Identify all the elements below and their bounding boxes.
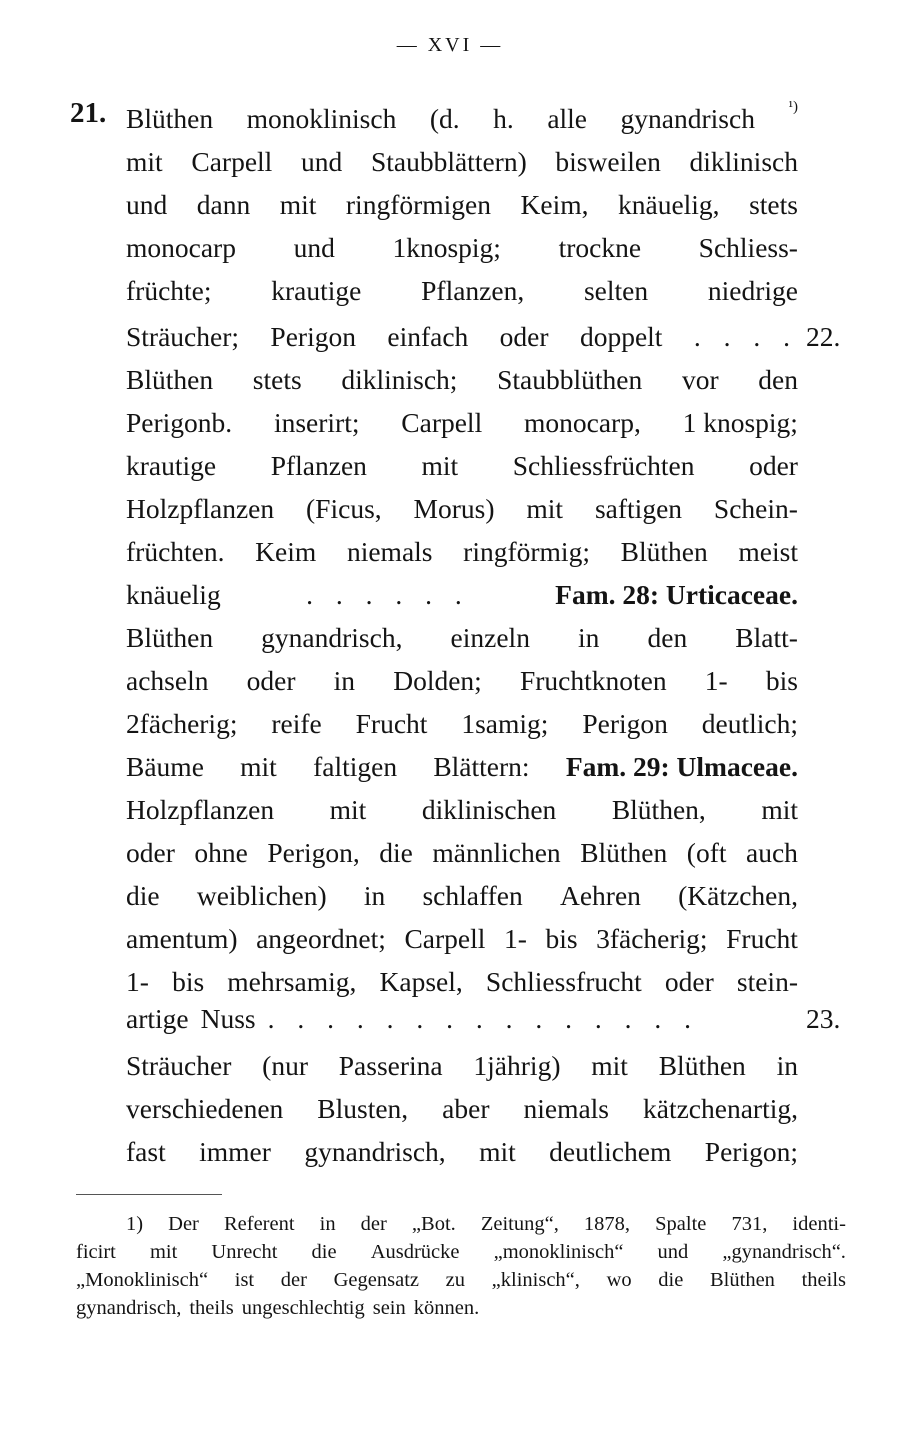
- footnote-word: 1878,: [583, 1213, 631, 1235]
- word: 1-: [503, 923, 527, 954]
- word: Blüthen: [658, 1050, 746, 1081]
- text-line: [126, 919, 798, 959]
- word: Keim: [255, 536, 317, 567]
- word: 1samig;: [461, 708, 549, 739]
- word: die: [379, 837, 413, 868]
- footnote-word: wo: [606, 1269, 632, 1291]
- word: oder: [126, 837, 175, 868]
- reference-22: 22.: [806, 321, 841, 352]
- leader-dots: . . . .: [693, 321, 798, 352]
- text-line: [126, 317, 798, 357]
- word: 1knospig;: [392, 232, 501, 263]
- footnote-word: Ausdrücke: [370, 1241, 460, 1263]
- word: Holzpflanzen: [126, 794, 275, 825]
- text-line: [126, 446, 798, 486]
- text-line: [126, 99, 798, 139]
- footnote-word: „klinisch“,: [491, 1269, 580, 1291]
- word: mehrsamig,: [227, 966, 357, 997]
- word: doppelt: [579, 321, 663, 352]
- footnote-word: Der: [168, 1213, 199, 1235]
- text-line: [126, 532, 798, 572]
- word: ohne: [194, 837, 248, 868]
- word: männlichen: [432, 837, 561, 868]
- word: artige: [126, 1003, 189, 1034]
- entry-number: 21.: [70, 97, 107, 129]
- footnote-word: die: [658, 1269, 684, 1291]
- word: in: [578, 622, 600, 653]
- word: mit: [329, 794, 367, 825]
- word: stets: [749, 189, 798, 220]
- text-line: [126, 618, 798, 658]
- footnote-word: ficirt: [76, 1241, 116, 1263]
- word: dann: [196, 189, 251, 220]
- text-line: [126, 360, 798, 400]
- word: früchten.: [126, 536, 225, 567]
- word: oder: [246, 665, 296, 696]
- word: Perigon: [270, 321, 356, 352]
- footnote-word: mit: [149, 1241, 178, 1263]
- word: Staubblättern): [370, 146, 527, 177]
- word: vor: [681, 364, 719, 395]
- word: amentum): [126, 923, 238, 954]
- footnote-line: [76, 1266, 846, 1294]
- word: niemals: [523, 1093, 610, 1124]
- leader-dots: . . . . . .: [306, 579, 470, 610]
- footnote-word: theils: [189, 1297, 234, 1319]
- family-name: Fam. 28: Urticaceae.: [555, 579, 798, 610]
- word: den: [758, 364, 798, 395]
- word: 1-: [704, 665, 728, 696]
- word: diklinischen: [421, 794, 557, 825]
- text-line: [126, 185, 798, 225]
- text-line: [126, 1132, 798, 1172]
- word: monocarp: [126, 232, 236, 263]
- word: Sträucher: [126, 1050, 232, 1081]
- word: oder: [499, 321, 549, 352]
- footnote-word: ist: [234, 1269, 255, 1291]
- word: Blatt-: [735, 622, 798, 653]
- footnote-word: Spalte: [655, 1213, 707, 1235]
- word: schlaffen: [422, 880, 523, 911]
- word: mit: [526, 493, 564, 524]
- footnote-word: Blüthen: [710, 1269, 775, 1291]
- footnote-word: gynandrisch,: [76, 1297, 182, 1319]
- word: selten: [583, 275, 649, 306]
- word: in: [333, 665, 356, 696]
- word: krautige: [126, 450, 217, 481]
- word: 1 knospig;: [682, 407, 798, 438]
- word: auch: [746, 837, 798, 868]
- footnote-word: der: [360, 1213, 387, 1235]
- word: die: [126, 880, 160, 911]
- word: Staubblüthen: [497, 364, 643, 395]
- word: Blüthen: [580, 837, 668, 868]
- word: Aehren: [559, 880, 641, 911]
- word: saftigen: [594, 493, 683, 524]
- word: mit: [240, 751, 277, 782]
- text-line: [126, 1089, 798, 1129]
- footnote-marker: ¹): [788, 99, 798, 115]
- word: 2fächerig;: [126, 708, 238, 739]
- word: weiblichen): [196, 880, 327, 911]
- word: oder: [664, 966, 714, 997]
- reference-23: 23.: [806, 1003, 841, 1034]
- word: mit: [421, 450, 459, 481]
- word: oder: [749, 450, 798, 481]
- footnote-word: 1): [126, 1213, 144, 1235]
- word: bis: [172, 966, 205, 997]
- text-line: [126, 575, 798, 615]
- word: einzeln: [450, 622, 530, 653]
- word: Morus): [413, 493, 495, 524]
- word: 3fächerig;: [596, 923, 708, 954]
- word: gynandrisch,: [304, 1136, 446, 1167]
- word: bis: [765, 665, 798, 696]
- word: Schliessfrüchten: [512, 450, 695, 481]
- text-line: [126, 271, 798, 311]
- footnote-word: „gynandrisch“.: [722, 1241, 846, 1263]
- word: Fruchtknoten: [519, 665, 667, 696]
- text-line: [126, 142, 798, 182]
- word: Kapsel,: [379, 966, 463, 997]
- word: aber: [442, 1093, 490, 1124]
- text-line: [126, 1046, 798, 1086]
- word: stets: [252, 364, 302, 395]
- word: mit: [479, 1136, 516, 1167]
- word: Perigon;: [704, 1136, 798, 1167]
- word: Perigonb.: [126, 407, 233, 438]
- text-line: [126, 704, 798, 744]
- word: und: [301, 146, 343, 177]
- leader-dots: . . . . . . . . . . . . . . .: [267, 1003, 699, 1034]
- text-line: [126, 228, 798, 268]
- word: diklinisch: [689, 146, 798, 177]
- word: niedrige: [707, 275, 798, 306]
- word: deutlichem: [549, 1136, 672, 1167]
- word: stein-: [736, 966, 798, 997]
- footnote-word: sein: [372, 1297, 406, 1319]
- word: mit: [591, 1050, 628, 1081]
- word: Blüthen: [126, 364, 214, 395]
- footnote-word: Zeitung“,: [480, 1213, 559, 1235]
- word: Carpell: [404, 923, 486, 954]
- family-name: Fam. 29: Ulmaceae.: [565, 751, 798, 782]
- word: kätzchenartig,: [643, 1093, 798, 1124]
- word: fast: [126, 1136, 166, 1167]
- footnote-line: [76, 1294, 846, 1322]
- word: Perigon: [582, 708, 668, 739]
- text-line: [126, 876, 798, 916]
- footnote-word: Gegensatz: [333, 1269, 419, 1291]
- word: diklinisch;: [341, 364, 458, 395]
- word: Blüthen: [126, 103, 214, 134]
- footnote-word: ungeschlechtig: [241, 1297, 365, 1319]
- word: niemals: [346, 536, 433, 567]
- word: in: [776, 1050, 798, 1081]
- word: trockne: [558, 232, 642, 263]
- word: in: [363, 880, 386, 911]
- word: angeordnet;: [256, 923, 386, 954]
- footnote-word: zu: [445, 1269, 466, 1291]
- word: (nur: [262, 1050, 308, 1081]
- word: mit: [126, 146, 163, 177]
- word: Sträucher;: [126, 321, 240, 352]
- word: Blüthen,: [611, 794, 706, 825]
- word: 1-: [126, 966, 149, 997]
- word: knäuelig: [126, 579, 221, 610]
- word: Frucht: [726, 923, 798, 954]
- word: früchte;: [126, 275, 212, 306]
- word: und: [293, 232, 335, 263]
- text-line: [126, 747, 798, 787]
- footnote-word: „Bot.: [411, 1213, 456, 1235]
- word: 1jährig): [473, 1050, 561, 1081]
- word: faltigen: [313, 751, 398, 782]
- footnote-word: Referent: [223, 1213, 295, 1235]
- footnote-word: die: [311, 1241, 337, 1263]
- word: Keim,: [520, 189, 589, 220]
- word: achseln: [126, 665, 209, 696]
- word: den: [647, 622, 688, 653]
- word: mit: [279, 189, 317, 220]
- word: Pflanzen: [270, 450, 367, 481]
- word: monoklinisch: [246, 103, 397, 134]
- text-line: [126, 489, 798, 529]
- footnote-line: [76, 1238, 846, 1266]
- word: Passerina: [338, 1050, 443, 1081]
- word: monocarp,: [523, 407, 641, 438]
- word: (oft: [686, 837, 727, 868]
- word: (d.: [429, 103, 460, 134]
- footnote-word: Unrecht: [211, 1241, 278, 1263]
- word: (Kätzchen,: [678, 880, 798, 911]
- footnote-word: „monoklinisch“: [493, 1241, 624, 1263]
- word: Frucht: [355, 708, 428, 739]
- word: (Ficus,: [306, 493, 382, 524]
- word: bis: [545, 923, 578, 954]
- word: Schein-: [713, 493, 798, 524]
- text-line: [126, 790, 798, 830]
- word: Blättern:: [433, 751, 530, 782]
- text-line: [126, 661, 798, 701]
- word: deutlich;: [701, 708, 798, 739]
- word: Blusten,: [317, 1093, 409, 1124]
- text-line: [126, 403, 798, 443]
- word: Pflanzen,: [421, 275, 525, 306]
- word: Schliess-: [698, 232, 798, 263]
- word: Nuss: [200, 1003, 256, 1034]
- word: inserirt;: [273, 407, 360, 438]
- word: einfach: [387, 321, 469, 352]
- word: Perigon,: [267, 837, 360, 868]
- word: alle: [547, 103, 588, 134]
- footnote-word: 731,: [731, 1213, 768, 1235]
- text-line: [126, 999, 798, 1039]
- footnote-word: und: [657, 1241, 689, 1263]
- word: bisweilen: [555, 146, 661, 177]
- footnote-word: „Monoklinisch“: [76, 1269, 209, 1291]
- word: und: [126, 189, 168, 220]
- word: reife: [271, 708, 322, 739]
- word: Carpell: [191, 146, 273, 177]
- word: Schliessfrucht: [485, 966, 642, 997]
- word: Blüthen: [126, 622, 214, 653]
- footnote-word: identi-: [792, 1213, 846, 1235]
- word: Holzpflanzen: [126, 493, 275, 524]
- footnote-word: in: [319, 1213, 336, 1235]
- word: verschiedenen: [126, 1093, 284, 1124]
- footnote-divider: [76, 1194, 222, 1195]
- footnote-line: [126, 1210, 846, 1238]
- word: h.: [493, 103, 514, 134]
- word: knäuelig,: [617, 189, 720, 220]
- word: ringförmig;: [463, 536, 590, 567]
- word: mit: [761, 794, 798, 825]
- footnote-word: können.: [413, 1297, 480, 1319]
- word: immer: [199, 1136, 271, 1167]
- footnote-word: theils: [801, 1269, 846, 1291]
- word: ringförmigen: [345, 189, 491, 220]
- word: Bäume: [126, 751, 204, 782]
- text-line: [126, 833, 798, 873]
- word: krautige: [271, 275, 362, 306]
- word: gynandrisch,: [261, 622, 403, 653]
- word: Dolden;: [393, 665, 482, 696]
- footnote-word: der: [280, 1269, 307, 1291]
- word: Blüthen: [620, 536, 708, 567]
- word: Carpell: [401, 407, 483, 438]
- page-header: — XVI —: [396, 34, 504, 56]
- word: meist: [738, 536, 798, 567]
- word: gynandrisch: [620, 103, 755, 134]
- text-line: [126, 962, 798, 1002]
